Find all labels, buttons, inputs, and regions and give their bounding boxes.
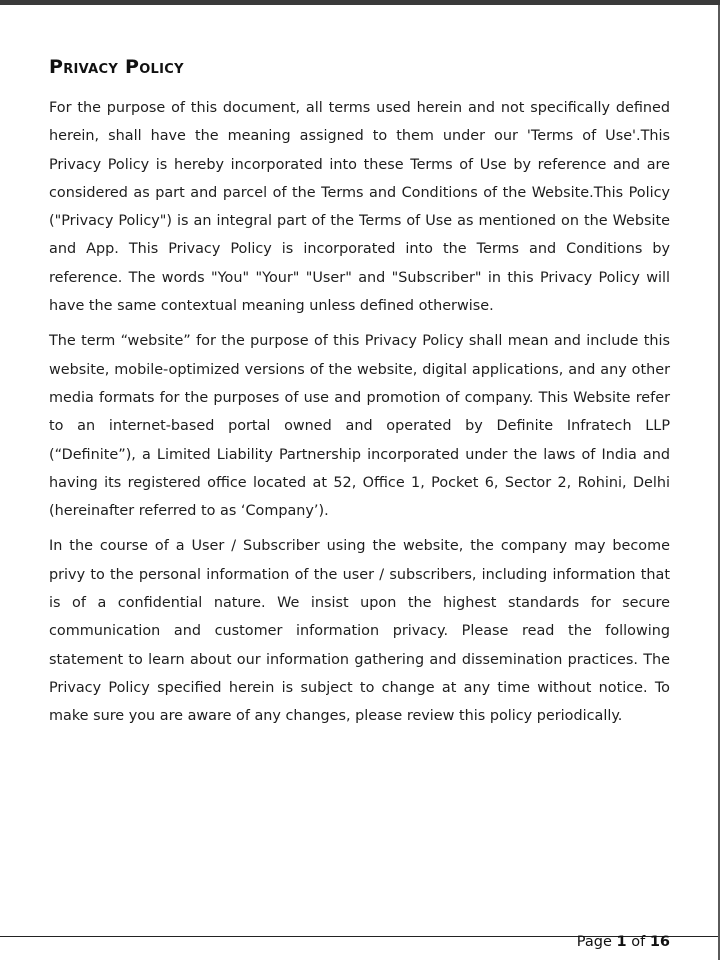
footer-page-word: Page	[576, 934, 612, 950]
paragraph-2: The term “website” for the purpose of this Privacy Policy shall mean and include this website, mobile-optimized versions of the website, digital applications, and any other media formats for the purposes of use and promotion of company. This Website refer to an internet-based portal owned and operated by Definite Infratech LLP (“Definite”), a Limited Liability Partnership incorporated under the laws of India and having its registered office located at 52, Office 1, Pocket 6, Sector 2, Rohini, Delhi (hereinafter referred to as ‘Company’).	[49, 333, 670, 520]
footer-current-page: 1	[616, 934, 627, 950]
paragraph-1: For the purpose of this document, all terms used herein and not specifically defined herein, shall have the meaning assigned to them under our 'Terms of Use'.This Privacy Policy is hereby incorporated into these Terms of Use by reference and are considered as part and parcel of the Terms and Conditions of the Website.This Policy ("Privacy Policy") is an integral part of the Terms of Use as mentioned on the Website and App. This Privacy Policy is incorporated into the Terms and Conditions by reference. The words "You" "Your" "User" and "Subscriber" in this Privacy Policy will have the same contextual meaning unless defined otherwise.	[49, 100, 670, 315]
page-title: Privacy Policy	[49, 56, 184, 78]
document-page	[0, 5, 720, 960]
page-content	[49, 55, 670, 731]
page-number-footer	[577, 932, 670, 952]
paragraph-3: In the course of a User / Subscriber using the website, the company may become privy to the personal information of the user / subscribers, including information that is of a confidential nature. We insist upon the highest standards for secure communication and customer information privacy. Please read the following statement to learn about our information gathering and dissemination practices. The Privacy Policy specified herein is subject to change at any time without notice. To make sure you are aware of any changes, please review this policy periodically.	[49, 538, 670, 725]
footer-total-pages: 16	[649, 934, 670, 950]
footer-of-word: of	[631, 934, 646, 950]
